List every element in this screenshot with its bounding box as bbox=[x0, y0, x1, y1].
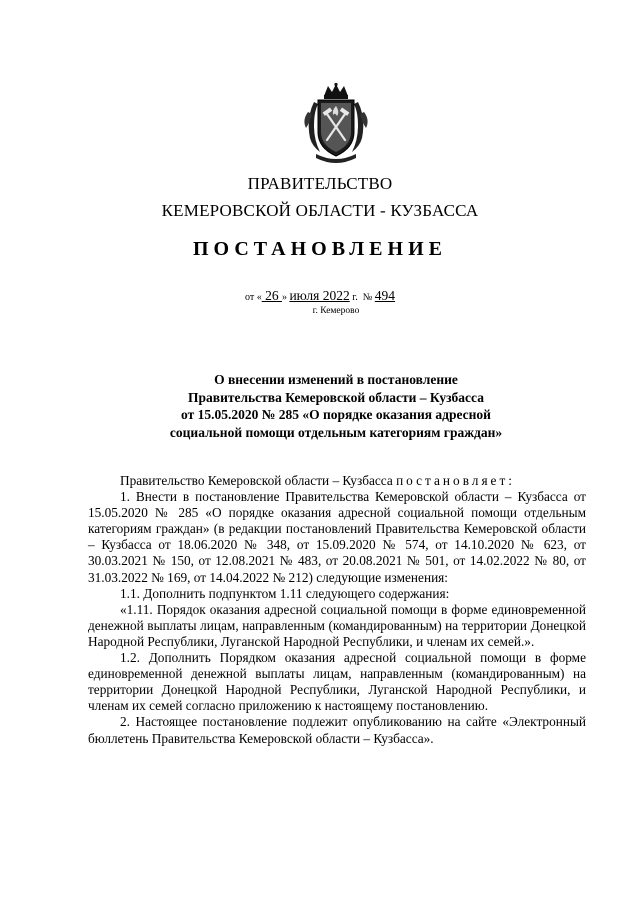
resolves-word: постановляет: bbox=[396, 473, 515, 488]
number-label: № bbox=[357, 292, 375, 303]
decree-number: 494 bbox=[374, 288, 396, 303]
date-prefix: от « bbox=[244, 292, 262, 303]
decree-body bbox=[88, 473, 586, 747]
paragraph-1-1: 1.1. Дополнить подпунктом 1.11 следующего содержания: bbox=[120, 585, 450, 601]
resolves-lead: Правительство Кемеровской области – Кузбасса bbox=[120, 473, 397, 488]
paragraph-2: 2. Настоящее постановление подлежит опубликованию на сайте «Электронный бюллетень Правительства Кемеровской области – Кузбасса». bbox=[88, 714, 586, 746]
date-mid: » bbox=[281, 292, 290, 303]
government-title-line1: ПРАВИТЕЛЬСТВО bbox=[247, 174, 393, 193]
date-day: 26 bbox=[261, 288, 282, 303]
date-number-line bbox=[0, 288, 640, 304]
kemerovo-coat-of-arms-icon bbox=[300, 82, 372, 164]
paragraph-1: 1. Внести в постановление Правительства Кемеровской области – Кузбасса от 15.05.2020 № 285 «О порядке оказания адресной социальной помощи отдельным категориям граждан» (в редакции постановлений Правительства Кемеровской области – Кузбасса от 18.06.2020 № 348, от 15.09.2020 № 574, от 14.10.2020 № 623, от 30.03.2021 № 150, от 12.08.2021 № 483, от 20.08.2021 № 501, от 14.02.2022 № 80, от 31.03.2022 № 169, от 14.04.2022 № 212) следующие изменения: bbox=[88, 489, 586, 585]
date-month-year: июля 2022 bbox=[289, 288, 350, 303]
paragraph-1-2: 1.2. Дополнить Порядком оказания адресной социальной помощи в форме единовременной денежной выплаты лицам, направленным (командированным) на территории Донецкой Народной Республики, Луганской Народной Республики, и членам их семей согласно приложению к настоящему постановлению. bbox=[88, 650, 586, 714]
decree-heading: ПОСТАНОВЛЕНИЕ bbox=[193, 238, 447, 260]
subject-line1: О внесении изменений в постановление bbox=[214, 372, 458, 387]
decree-subject bbox=[0, 371, 640, 441]
subject-line3: от 15.05.2020 № 285 «О порядке оказания адресной bbox=[181, 407, 491, 422]
paragraph-resolves bbox=[88, 473, 586, 489]
subject-line4: социальной помощи отдельным категориям граждан» bbox=[169, 424, 503, 440]
city-line: г. Кемерово bbox=[312, 306, 360, 316]
paragraph-1-11-quote: «1.11. Порядок оказания адресной социальной помощи в форме единовременной денежной выплаты лицам, направленным (командированным) на территории Донецкой Народной Республики, Луганской Народной Республики, и членам их семей.». bbox=[88, 601, 586, 649]
date-year-suffix: г. bbox=[349, 292, 358, 303]
subject-line2: Правительства Кемеровской области – Кузбасса bbox=[188, 389, 484, 405]
government-title-line2: КЕМЕРОВСКОЙ ОБЛАСТИ - КУЗБАССА bbox=[161, 201, 479, 220]
